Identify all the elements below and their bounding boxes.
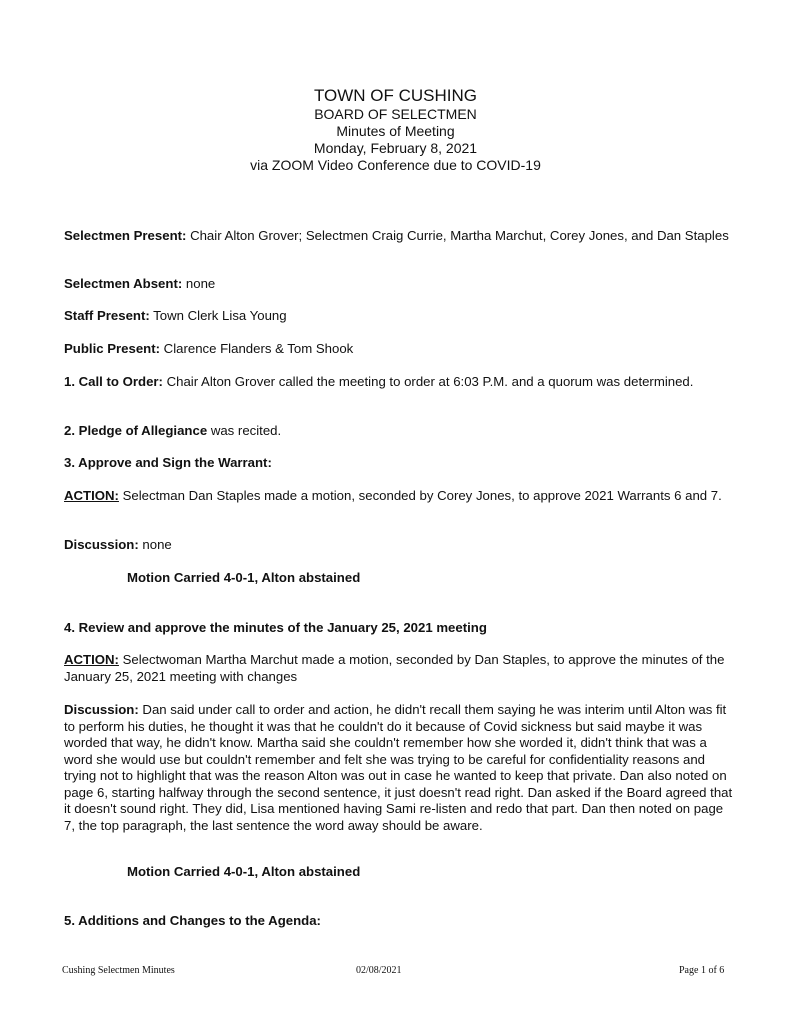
staff-present-label: Staff Present: bbox=[64, 308, 150, 323]
warrant-heading-text: 3. Approve and Sign the Warrant: bbox=[64, 455, 272, 470]
minutes-action-text: Selectwoman Martha Marchut made a motion, seconded by Dan Staples, to approve the minutes of the January 25, 2021 meeting with changes bbox=[64, 652, 725, 684]
document-header bbox=[0, 86, 791, 174]
warrant-action-label: ACTION: bbox=[64, 488, 119, 503]
warrant-heading bbox=[64, 455, 734, 472]
footer-date: 02/08/2021 bbox=[356, 965, 402, 976]
selectmen-absent-label: Selectmen Absent: bbox=[64, 276, 183, 291]
warrant-action-text: Selectman Dan Staples made a motion, seconded by Corey Jones, to approve 2021 Warrants 6 and 7. bbox=[118, 488, 722, 503]
selectmen-present-value: Chair Alton Grover; Selectmen Craig Currie, Martha Marchut, Corey Jones, and Dan Staples bbox=[186, 228, 729, 243]
board-title: BOARD OF SELECTMEN bbox=[314, 106, 477, 122]
minutes-action bbox=[64, 652, 734, 685]
warrant-discussion bbox=[64, 537, 734, 554]
minutes-action-label: ACTION: bbox=[64, 652, 119, 667]
public-present-label: Public Present: bbox=[64, 341, 161, 356]
minutes-discussion-label: Discussion: bbox=[64, 702, 139, 717]
meeting-date: Monday, February 8, 2021 bbox=[313, 140, 478, 156]
warrant-discussion-label: Discussion: bbox=[64, 537, 139, 552]
minutes-motion-result: Motion Carried 4-0-1, Alton abstained bbox=[127, 864, 361, 879]
minutes-discussion-text: Dan said under call to order and action, he didn't recall them saying he was interim until Alton was fit to perform his duties, he thought it was that he couldn't do it because of Covid sickness but said maybe it was worded that way, he didn't know. Martha said she couldn't remember how she worded it, didn't think that was a word she would use but couldn't remember and felt she was trying to be careful for confidentiality reasons and trying not to highlight that was the reason Alton was out in case he wanted to keep that private. Dan also noted on page 6, starting halfway through the second sentence, it just doesn't read right. Dan asked if the Board agreed that it doesn't sound right. They did, Lisa mentioned having Sami re-listen and redo that part. Dan then noted on page 7, the top paragraph, the last sentence the word away should be aware. bbox=[64, 702, 733, 833]
meeting-venue: via ZOOM Video Conference due to COVID-19 bbox=[250, 157, 541, 173]
public-present bbox=[64, 341, 734, 358]
warrant-action bbox=[64, 488, 734, 505]
agenda-heading bbox=[64, 913, 734, 930]
selectmen-absent-value: none bbox=[182, 276, 216, 291]
document-type: Minutes of Meeting bbox=[336, 123, 455, 139]
call-to-order bbox=[64, 374, 734, 391]
public-present-value: Clarence Flanders & Tom Shook bbox=[160, 341, 354, 356]
pledge-label: 2. Pledge of Allegiance bbox=[64, 423, 208, 438]
footer-page-number: Page 1 of 6 bbox=[679, 965, 725, 976]
selectmen-present bbox=[64, 228, 734, 245]
call-to-order-label: 1. Call to Order: bbox=[64, 374, 163, 389]
staff-present bbox=[64, 308, 734, 325]
selectmen-absent bbox=[64, 276, 734, 293]
call-to-order-text: Chair Alton Grover called the meeting to order at 6:03 P.M. and a quorum was determined. bbox=[162, 374, 694, 389]
agenda-heading-text: 5. Additions and Changes to the Agenda: bbox=[64, 913, 321, 928]
minutes-heading-text: 4. Review and approve the minutes of the January 25, 2021 meeting bbox=[64, 620, 487, 635]
footer-left: Cushing Selectmen Minutes bbox=[62, 965, 175, 976]
minutes-heading bbox=[64, 620, 734, 637]
town-title: TOWN OF CUSHING bbox=[313, 86, 478, 105]
selectmen-present-label: Selectmen Present: bbox=[64, 228, 187, 243]
pledge bbox=[64, 423, 734, 440]
staff-present-value: Town Clerk Lisa Young bbox=[149, 308, 287, 323]
minutes-discussion bbox=[64, 702, 734, 834]
pledge-text: was recited. bbox=[207, 423, 282, 438]
warrant-motion-result: Motion Carried 4-0-1, Alton abstained bbox=[127, 570, 361, 585]
warrant-discussion-text: none bbox=[138, 537, 172, 552]
